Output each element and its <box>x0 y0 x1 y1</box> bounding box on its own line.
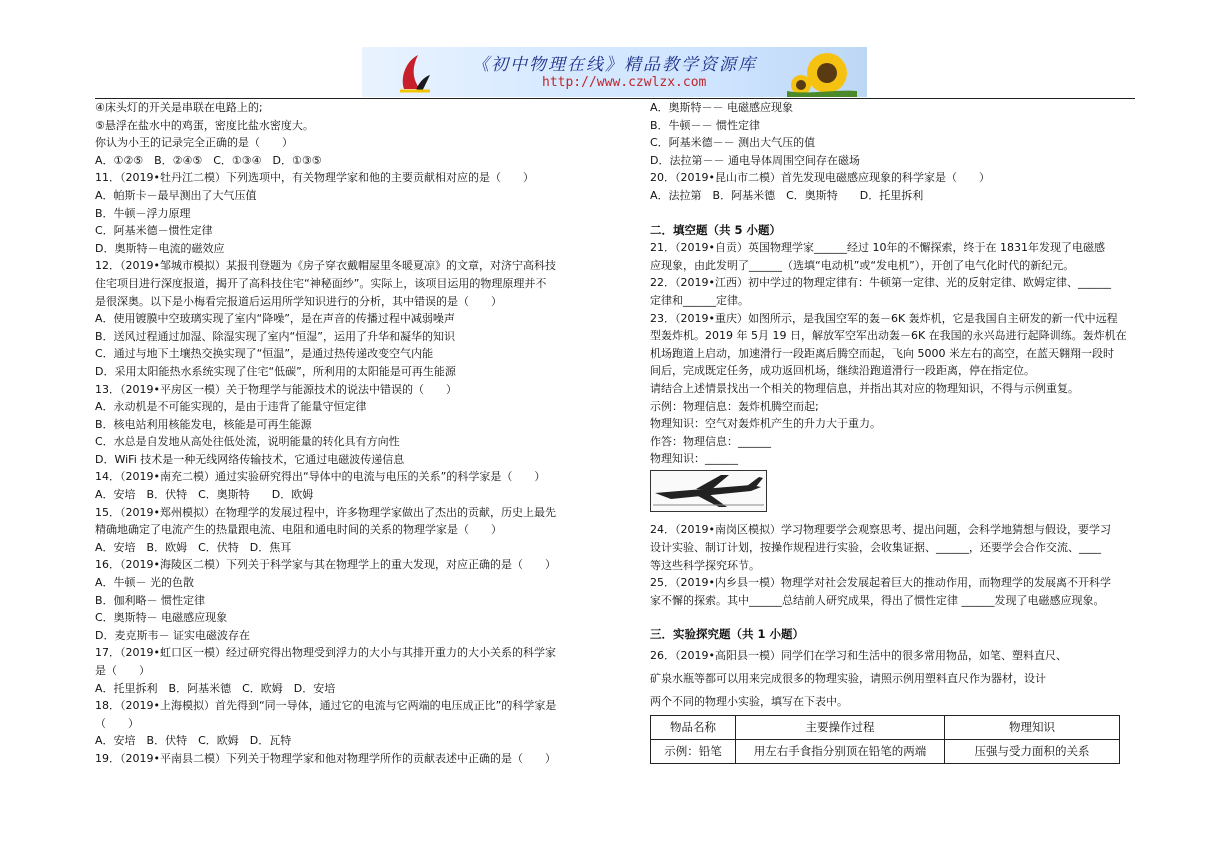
question-line: D．WiFi 技术是一种无线网络传输技术，它通过电磁波传递信息 <box>95 452 405 466</box>
question-line: B．核电站利用核能发电，核能是可再生能源 <box>95 417 312 431</box>
question-line: C．通过与地下土壤热交换实现了“恒温”，是通过热传递改变空气内能 <box>95 347 434 361</box>
question-line: A．帕斯卡－最早测出了大气压值 <box>95 188 257 202</box>
question-line: A．法拉第 B．阿基米德 C．奥斯特 D．托里拆利 <box>650 188 924 202</box>
question-line: B．送风过程通过加湿、除湿实现了室内“恒湿”，运用了升华和凝华的知识 <box>95 329 455 343</box>
question-line: 17．（2019•虹口区一模）经过研究得出物理受到浮力的大小与其排开重力的大小关系的科学家 <box>95 646 556 660</box>
question-line: 请结合上述情景找出一个相关的物理信息，并指出其对应的物理知识，不得与示例重复。 <box>650 381 1079 395</box>
table-header-cell: 主要操作过程 <box>736 716 945 740</box>
question-line: B．牛顿－浮力原理 <box>95 206 191 220</box>
question-line: 15．（2019•郑州模拟）在物理学的发展过程中，许多物理学家做出了杰出的贡献，历史上最先 <box>95 505 556 519</box>
question-line: A．托里拆利 B．阿基米德 C．欧姆 D．安培 <box>95 681 336 695</box>
question-line: 13．（2019•平房区一模）关于物理学与能源技术的说法中错误的（ ） <box>95 382 457 396</box>
header-banner <box>362 47 867 97</box>
section-fill-blank-title: 二．填空题（共 5 小题） <box>650 222 782 237</box>
question-line: 精确地确定了电流产生的热量跟电流、电阻和通电时间的关系的物理学家是（ ） <box>95 523 502 537</box>
question-line: ⑤悬浮在盐水中的鸡蛋，密度比盐水密度大。 <box>95 118 314 132</box>
question-line: B．牛顿－－ 惯性定律 <box>650 118 761 132</box>
sunflower-icon <box>787 51 857 97</box>
question-line: 机场跑道上启动，加速滑行一段距离后腾空而起，飞向 5000 米左右的高空，在蓝天翱翔一段时 <box>650 346 1114 360</box>
question-line: A．永动机是不可能实现的，是由于违背了能量守恒定律 <box>95 400 367 414</box>
experiment-table <box>650 715 1120 764</box>
question-line: A．牛顿－ 光的色散 <box>95 576 195 590</box>
site-logo-icon <box>398 53 432 93</box>
banner-url: http://www.czwlzx.com <box>542 75 707 90</box>
question-line: 是（ ） <box>95 664 150 677</box>
table-header-cell: 物理知识 <box>945 716 1120 740</box>
section-experiment-title: 三．实验探究题（共 1 小题） <box>650 627 805 642</box>
question-line: 你认为小王的记录完全正确的是（ ） <box>95 136 293 150</box>
question-line: D．麦克斯韦－ 证实电磁波存在 <box>95 628 250 642</box>
question-line: 两个不同的物理小实验，填写在下表中。 <box>650 695 848 709</box>
question-line: 物理知识：______ <box>650 452 738 466</box>
question-line: 23．（2019•重庆）如图所示，是我国空军的轰－6K 轰炸机，它是我国自主研发的新一代中远程 <box>650 311 1118 325</box>
question-line: C．阿基米德－－ 测出大气压的值 <box>650 136 816 150</box>
question-line: C．奥斯特－ 电磁感应现象 <box>95 611 228 625</box>
question-line: 设计实验、制订计划，按操作规程进行实验，会收集证据、______，还要学会合作交流、____ <box>650 541 1101 555</box>
question-line: 20．（2019•昆山市二模）首先发现电磁感应现象的科学家是（ ） <box>650 171 990 185</box>
question-line: 19．（2019•平南县二模）下列关于物理学家和他对物理学所作的贡献表述中正确的是（ ） <box>95 751 556 765</box>
question-line: 示例：物理信息：轰炸机腾空而起; <box>650 399 819 413</box>
table-header-cell: 物品名称 <box>651 716 736 740</box>
question-line: 18．（2019•上海模拟）首先得到“同一导体，通过它的电流与它两端的电压成正比”的科学家是 <box>95 699 557 713</box>
question-line: 26．（2019•高阳县一模）同学们在学习和生活中的很多常用物品，如笔、塑料直尺、 <box>650 649 1067 663</box>
question-line: 等这些科学探究环节。 <box>650 558 760 572</box>
question-line: 住宅项目进行深度报道，揭开了高科技住宅“神秘面纱”。实际上，该项目运用的物理原理并不 <box>95 276 547 290</box>
question-line: 25．（2019•内乡县一模）物理学对社会发展起着巨大的推动作用，而物理学的发展离不开科学 <box>650 576 1111 590</box>
question-line: 12．（2019•邹城市模拟）某报刊登题为《房子穿衣戴帽屋里冬暖夏凉》的文章，对济宁高科技 <box>95 259 556 273</box>
banner-title: 《初中物理在线》精品教学资源库 <box>472 55 757 75</box>
question-line: A．使用镀膜中空玻璃实现了室内“降噪”，是在声音的传播过程中减弱噪声 <box>95 312 455 326</box>
question-line: 作答：物理信息：______ <box>650 434 771 448</box>
question-line: 14．（2019•南充二模）通过实验研究得出“导体中的电流与电压的关系”的科学家是（ ） <box>95 470 546 484</box>
table-cell: 用左右手食指分别顶在铅笔的两端 <box>736 740 945 764</box>
question-line: ④床头灯的开关是串联在电路上的; <box>95 101 263 114</box>
left-column <box>95 99 635 768</box>
bomber-aircraft-image <box>650 470 767 512</box>
question-line: 型轰炸机。2019 年 5月 19 日，解放军空军出动轰－6K 在我国的永兴岛进行起降训练。轰炸机在 <box>650 329 1127 343</box>
question-line: A．奥斯特－－ 电磁感应现象 <box>650 101 794 114</box>
question-line: C．水总是自发地从高处往低处流，说明能量的转化具有方向性 <box>95 435 400 449</box>
question-line: 是很深奥。以下是小梅看完报道后运用所学知识进行的分析，其中错误的是（ ） <box>95 294 502 308</box>
question-line: 21．（2019•自贡）英国物理学家______经过 10年的不懈探索，终于在 1831年发现了电磁感 <box>650 241 1105 255</box>
question-line: A．①②⑤ B．②④⑤ C．①③④ D．①③⑤ <box>95 153 322 167</box>
table-cell: 示例：铅笔 <box>651 740 736 764</box>
question-line: 11．（2019•牡丹江二模）下列选项中，有关物理学家和他的主要贡献相对应的是（ ） <box>95 171 534 185</box>
right-column <box>650 99 1130 764</box>
question-line: A．安培 B．伏特 C．奥斯特 D．欧姆 <box>95 488 314 502</box>
question-line: （ ） <box>95 716 139 730</box>
question-line: 应现象，由此发明了______（选填“电动机”或“发电机”），开创了电气化时代的新纪元。 <box>650 258 1075 272</box>
question-line: A．安培 B．欧姆 C．伏特 D．焦耳 <box>95 540 292 554</box>
question-line: A．安培 B．伏特 C．欧姆 D．瓦特 <box>95 734 292 748</box>
question-line: 物理知识：空气对轰炸机产生的升力大于重力。 <box>650 417 881 431</box>
question-line: D．采用太阳能热水系统实现了住宅“低碳”，所利用的太阳能是可再生能源 <box>95 364 456 378</box>
question-line: D．法拉第－－ 通电导体周围空间存在磁场 <box>650 153 860 167</box>
question-line: 24．（2019•南岗区模拟）学习物理要学会观察思考、提出问题，会科学地猜想与假设，要学习 <box>650 523 1111 537</box>
question-line: B．伽利略－ 惯性定律 <box>95 593 206 607</box>
question-line: 16．（2019•海陵区二模）下列关于科学家与其在物理学上的重大发现，对应正确的是（ ） <box>95 558 556 572</box>
question-line: 矿泉水瓶等都可以用来完成很多的物理实验，请照示例用塑料直尺作为器材，设计 <box>650 672 1046 686</box>
question-line: C．阿基米德－惯性定律 <box>95 224 213 238</box>
table-header-row <box>651 716 1120 740</box>
question-line: D．奥斯特－电流的磁效应 <box>95 241 225 255</box>
table-cell: 压强与受力面积的关系 <box>945 740 1120 764</box>
question-line: 22．（2019•江西）初中学过的物理定律有：牛顿第一定律、光的反射定律、欧姆定律、______ <box>650 276 1111 290</box>
question-line: 家不懈的探索。其中______总结前人研究成果，得出了惯性定律 ______发现了电磁感应现象。 <box>650 593 1105 607</box>
question-line: 间后，完成既定任务，成功返回机场，继续沿跑道滑行一段距离，停在指定位。 <box>650 364 1035 378</box>
table-row <box>651 740 1120 764</box>
question-line: 定律和______定律。 <box>650 293 749 307</box>
